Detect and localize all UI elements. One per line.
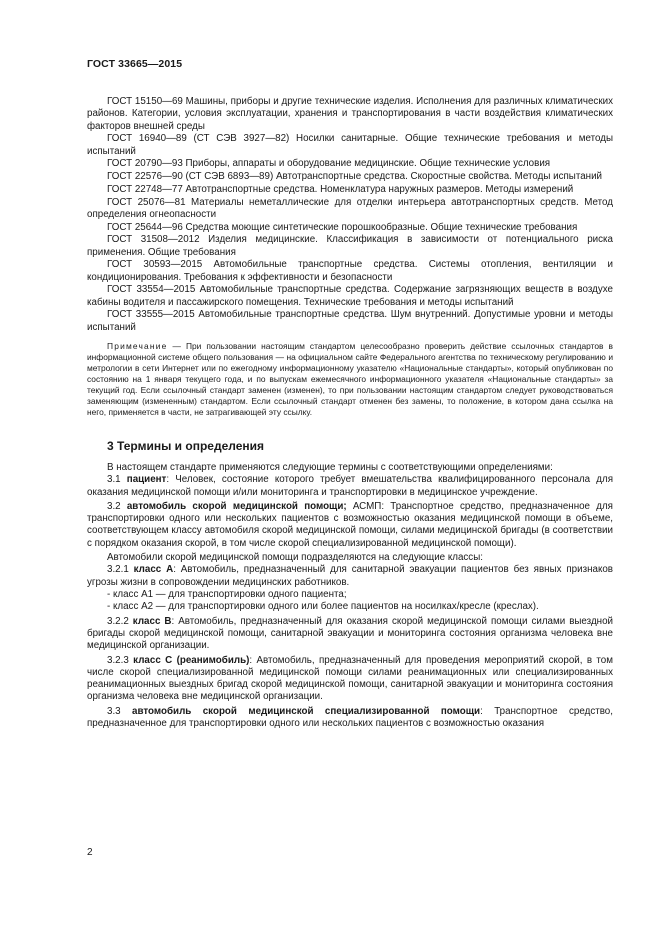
term-text: : Транспортное средство, предназначенное для транспортировки одного или нескольких пациентов с возможностью оказания <box>87 705 613 729</box>
reference-item: ГОСТ 25644—96 Средства моющие синтетические порошкообразные. Общие технические требования <box>107 221 578 233</box>
term-number: 3.2.1 <box>107 564 134 576</box>
term-text: : Автомобиль, предназначенный для санитарной эвакуации пациентов без явных признаков угрозы жизни в сопровождении медицинских работников. <box>87 564 613 588</box>
term-text: : Автомобиль, предназначенный для оказания скорой медицинской помощи силами выездной бригады скорой медицинской помощи, санитарной эвакуации и мониторинга состояния организма человека вне медицинской организации. <box>87 615 613 652</box>
term-definition-3-2-3 <box>87 655 613 704</box>
reference-item: ГОСТ 22576—90 (СТ СЭВ 6893—89) Автотранспортные средства. Скоростные свойства. Методы испытаний <box>107 171 603 182</box>
reference-item: ГОСТ 31508—2012 Изделия медицинские. Классификация в зависимости от потенциального риска применения. Общие требования <box>87 234 613 258</box>
reference-item: ГОСТ 25076—81 Материалы неметаллические для отделки интерьера автотранспортных средств. Метод определения огнеопасности <box>87 196 613 220</box>
page-number: 2 <box>87 847 93 858</box>
term-name: класс С (реанимобиль) <box>133 654 250 666</box>
document-header: ГОСТ 33665—2015 <box>87 58 183 70</box>
term-definition-3-3 <box>87 706 613 731</box>
term-definition-3-2 <box>87 501 613 550</box>
terms-definitions <box>87 462 613 730</box>
reference-item: ГОСТ 20790—93 Приборы, аппараты и оборудование медицинские. Общие технические условия <box>107 158 551 170</box>
term-definition-3-2-1 <box>87 564 613 589</box>
page-content <box>87 96 613 732</box>
term-definition-3-1 <box>87 474 613 499</box>
reference-item: ГОСТ 30593—2015 Автомобильные транспортные средства. Системы отопления, вентиляции и кондиционирования. Требования к эффективности и безопасности <box>87 259 613 283</box>
reference-item: ГОСТ 22748—77 Автотранспортные средства. Номенклатура наружных размеров. Методы измерений <box>107 183 574 195</box>
normative-references-list <box>87 96 613 334</box>
term-number: 3.2.3 <box>107 654 134 666</box>
term-number: 3.3 <box>107 705 133 717</box>
reference-item: ГОСТ 15150—69 Машины, приборы и другие технические изделия. Исполнения для различных климатических районов. Категории, условия эксплуатации, хранения и транспортирования в части воздействия климатических факторов внешней среды <box>87 96 613 132</box>
reference-item: ГОСТ 33554—2015 Автомобильные транспортные средства. Содержание загрязняющих веществ в воздухе кабины водителя и пассажирского помещения. Технические требования и методы испытаний <box>87 284 613 308</box>
note-text: — При пользовании настоящим стандартом целесообразно проверить действие ссылочных стандартов в информационной системе общего пользования — на официальном сайте Федерального агентства по техническому регулированию и метрологии в сети Интернет или по ежегодному информационному указателю «Национальные стандарты», который опубликован по состоянию на 1 января текущего года, и по выпускам ежемесячного информационного указателя «Национальные стандарты» за текущий год. Если ссылочный стандарт заменен (изменен), то при пользовании настоящим стандартом следует руководствоваться заменяющим (измененным) стандартом. Если ссылочный стандарт отменен без замены, то положение, в котором дана ссылка на него, применяется в части, не затрагивающей эту ссылку. <box>87 340 613 417</box>
term-definition-3-2-2 <box>87 616 613 653</box>
term-text: : Автомобиль, предназначенный для проведения мероприятий скорой, в том числе скорой специализированной медицинской помощи силами реанимационных или специализированных реанимационных выездных бригад скорой медицинской помощи, санитарной эвакуации и мониторинга состояния организма человека вне медицинской организации. <box>87 654 613 703</box>
class-a2-item: - класс А2 — для транспортировки одного или более пациентов на носилках/кресле (креслах). <box>107 601 539 613</box>
reference-item: ГОСТ 16940—89 (СТ СЭВ 3927—82) Носилки санитарные. Общие технические требования и методы испытаний <box>87 133 613 157</box>
term-name: класс А <box>133 564 174 576</box>
section-intro: В настоящем стандарте применяются следующие термины с соответствующими определениями: <box>107 462 553 473</box>
term-name: пациент <box>126 474 167 486</box>
term-name: класс В <box>132 615 172 627</box>
term-number: 3.2 <box>107 500 127 512</box>
note-block <box>87 341 613 418</box>
term-number: 3.2.2 <box>107 615 133 627</box>
term-text: : Человек, состояние которого требует вмешательства квалифицированного персонала для оказания медицинской помощи и/или мониторинга и транспортировки в медицинское учреждение. <box>87 474 614 498</box>
term-name: автомобиль скорой медицинской специализированной помощи <box>132 705 481 717</box>
class-a1-item: - класс А1 — для транспортировки одного пациента; <box>107 588 347 600</box>
term-name: автомобиль скорой медицинской помощи; <box>126 500 347 512</box>
classes-intro: Автомобили скорой медицинской помощи подразделяются на следующие классы: <box>107 552 483 564</box>
reference-item: ГОСТ 33555—2015 Автомобильные транспортные средства. Шум внутренний. Допустимые уровни и методы испытаний <box>87 309 613 333</box>
term-number: 3.1 <box>107 474 127 486</box>
term-text: АСМП: Транспортное средство, предназначенное для транспортировки одного или нескольких пациентов с возможностью оказания медицинской помощи в объеме, соответствующем классу автомобиля скорой медицинской помощи, силами медицинской бригады (в соответствии с порядком оказания скорой, в том числе скорой специализированной медицинской помощи). <box>87 500 613 549</box>
note-label: Примечание <box>107 340 168 351</box>
section-heading: 3 Термины и определения <box>107 438 265 453</box>
